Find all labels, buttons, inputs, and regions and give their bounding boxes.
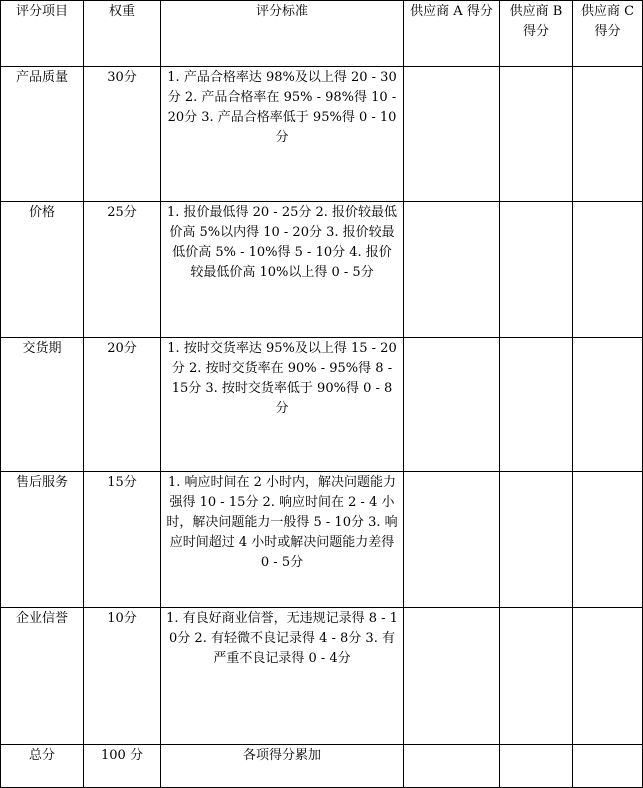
row-weight: 25分 <box>84 202 161 338</box>
row-item: 产品质量 <box>1 67 84 202</box>
row-criteria: 1. 响应时间在 2 小时内，解决问题能力强得 10 - 15分 2. 响应时间在 2 - 4 小时，解决问题能力一般得 5 - 10分 3. 响应时间超过 4 小时或解决问题能力差得 0 - 5分 <box>161 472 404 608</box>
score-supplier-c[interactable] <box>573 338 643 472</box>
score-supplier-a[interactable] <box>404 472 500 608</box>
row-item: 价格 <box>1 202 84 338</box>
score-supplier-a[interactable] <box>404 338 500 472</box>
table-row <box>1 338 643 472</box>
score-supplier-a[interactable] <box>404 202 500 338</box>
table-row <box>1 67 643 202</box>
row-weight: 10分 <box>84 608 161 745</box>
score-supplier-c[interactable] <box>573 67 643 202</box>
row-criteria: 1. 报价最低得 20 - 25分 2. 报价较最低价高 5%以内得 10 - 20分 3. 报价较最低价高 5% - 10%得 5 - 10分 4. 报价较最低价高 10%以上得 0 - 5分 <box>161 202 404 338</box>
total-supplier-c[interactable] <box>573 745 643 788</box>
row-criteria: 1. 按时交货率达 95%及以上得 15 - 20分 2. 按时交货率在 90% - 95%得 8 - 15分 3. 按时交货率低于 90%得 0 - 8分 <box>161 338 404 472</box>
row-weight: 100 分 <box>84 745 161 788</box>
table-row <box>1 202 643 338</box>
header-item: 评分项目 <box>1 1 84 67</box>
row-criteria: 各项得分累加 <box>161 745 404 788</box>
score-supplier-c[interactable] <box>573 202 643 338</box>
row-criteria: 1. 有良好商业信誉，无违规记录得 8 - 10分 2. 有轻微不良记录得 4 - 8分 3. 有严重不良记录得 0 - 4分 <box>161 608 404 745</box>
table-row <box>1 608 643 745</box>
header-criteria: 评分标准 <box>161 1 404 67</box>
score-supplier-a[interactable] <box>404 67 500 202</box>
row-weight: 15分 <box>84 472 161 608</box>
row-weight: 30分 <box>84 67 161 202</box>
total-supplier-a[interactable] <box>404 745 500 788</box>
row-item: 售后服务 <box>1 472 84 608</box>
row-item: 交货期 <box>1 338 84 472</box>
score-supplier-c[interactable] <box>573 608 643 745</box>
score-supplier-b[interactable] <box>500 338 573 472</box>
header-supplier-a: 供应商 A 得分 <box>404 1 500 67</box>
table-row <box>1 472 643 608</box>
total-supplier-b[interactable] <box>500 745 573 788</box>
row-item: 总分 <box>1 745 84 788</box>
score-supplier-b[interactable] <box>500 67 573 202</box>
header-supplier-b: 供应商 B 得分 <box>500 1 573 67</box>
total-row <box>1 745 643 788</box>
score-supplier-c[interactable] <box>573 472 643 608</box>
row-weight: 20分 <box>84 338 161 472</box>
score-supplier-b[interactable] <box>500 472 573 608</box>
header-weight: 权重 <box>84 1 161 67</box>
score-supplier-b[interactable] <box>500 608 573 745</box>
row-criteria: 1. 产品合格率达 98%及以上得 20 - 30分 2. 产品合格率在 95% - 98%得 10 - 20分 3. 产品合格率低于 95%得 0 - 10分 <box>161 67 404 202</box>
header-supplier-c: 供应商 C 得分 <box>573 1 643 67</box>
score-supplier-b[interactable] <box>500 202 573 338</box>
row-item: 企业信誉 <box>1 608 84 745</box>
header-row <box>1 1 643 67</box>
score-supplier-a[interactable] <box>404 608 500 745</box>
